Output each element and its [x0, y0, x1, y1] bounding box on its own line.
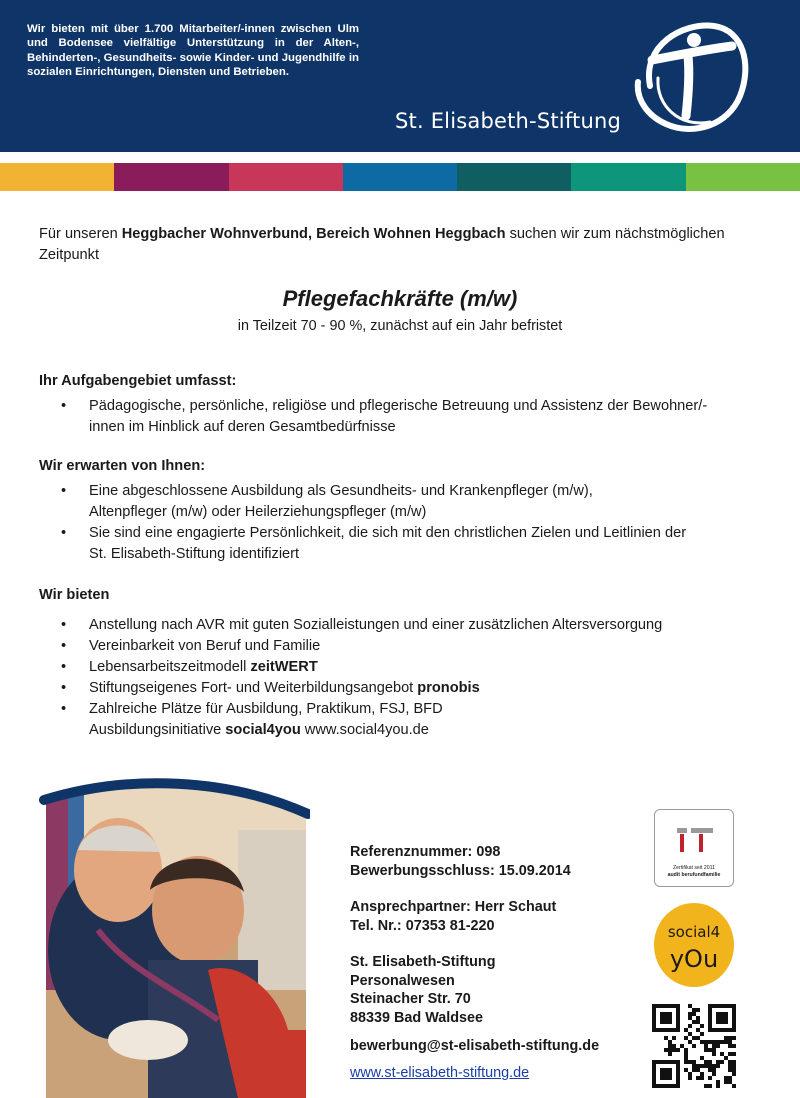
- qr-module: [712, 1068, 716, 1072]
- qr-module: [728, 1076, 732, 1080]
- qr-module: [716, 1084, 720, 1088]
- tasks-list: [61, 396, 761, 438]
- social-badge-top: social4: [667, 923, 721, 941]
- bullet-icon: •: [61, 617, 67, 633]
- intro-paragraph: [39, 224, 779, 266]
- qr-module: [652, 1028, 680, 1032]
- list-item: [61, 636, 761, 657]
- qr-module: [692, 1012, 696, 1016]
- stripe-segment: [229, 163, 343, 191]
- qr-module: [652, 1060, 680, 1064]
- qr-module: [696, 1020, 700, 1024]
- qr-module: [708, 1068, 712, 1072]
- contact-phone: Tel. Nr.: 07353 81-220: [350, 917, 495, 934]
- qr-module: [708, 1048, 712, 1052]
- qr-module: [684, 1052, 688, 1056]
- qr-module: [708, 1040, 712, 1044]
- email-link[interactable]: bewerbung@st-elisabeth-stiftung.de: [350, 1038, 600, 1054]
- qr-module: [724, 1080, 728, 1084]
- qr-module: [684, 1048, 688, 1052]
- job-subtitle: in Teilzeit 70 - 90 %, zunächst auf ein Jahr befristet: [237, 318, 563, 334]
- qr-module: [712, 1044, 716, 1048]
- list-item-line2-suffix: www.social4you.de: [300, 722, 429, 738]
- intro-suffix: suchen wir zum nächstmöglichen Zeitpunkt: [39, 226, 725, 263]
- qr-module: [692, 1064, 696, 1068]
- list-item-line1: Pädagogische, persönliche, religiöse und pflegerische Betreuung und Assistenz der Bewohner/-: [89, 398, 708, 414]
- list-item-bold: social4you: [225, 722, 301, 738]
- qr-module: [732, 1004, 736, 1032]
- qr-module: [728, 1064, 732, 1068]
- stripe-segment: [686, 163, 800, 191]
- list-item: [61, 678, 761, 699]
- qr-module: [732, 1072, 736, 1076]
- qr-module: [652, 1004, 680, 1008]
- qr-module: [692, 1020, 696, 1024]
- qr-module: [688, 1072, 692, 1076]
- qr-module: [708, 1064, 712, 1068]
- list-item-text: Lebensarbeitszeitmodell: [89, 659, 251, 675]
- qr-module: [716, 1012, 728, 1024]
- qr-module: [664, 1036, 668, 1040]
- bullet-icon: •: [61, 398, 67, 414]
- st-elisabeth-logo-icon: [622, 16, 752, 138]
- qr-module: [732, 1044, 736, 1048]
- stripe-segment: [0, 163, 114, 191]
- qr-module: [688, 1004, 692, 1008]
- qr-module: [688, 1024, 692, 1028]
- list-item-line2: innen im Hinblick auf deren Gesamtbedürfnisse: [89, 419, 396, 435]
- qr-module: [700, 1076, 704, 1080]
- reference-number: Referenznummer: 098: [350, 844, 501, 860]
- cert-text: [655, 865, 733, 878]
- qr-module: [728, 1068, 732, 1072]
- header-banner: [0, 0, 800, 152]
- qr-module: [700, 1032, 704, 1036]
- stripe-segment: [343, 163, 457, 191]
- address-city: 88339 Bad Waldsee: [350, 1009, 484, 1026]
- qr-module: [732, 1052, 736, 1056]
- qr-module: [724, 1056, 728, 1060]
- qr-module: [716, 1040, 720, 1044]
- qr-module: [668, 1048, 672, 1052]
- list-item: [61, 481, 761, 523]
- qr-module: [688, 1032, 692, 1036]
- qr-module: [716, 1080, 720, 1084]
- qr-module: [700, 1064, 704, 1068]
- qr-module: [716, 1064, 720, 1068]
- qr-module: [708, 1028, 736, 1032]
- qr-module: [704, 1060, 708, 1064]
- qr-module: [700, 1040, 704, 1044]
- qr-module: [688, 1060, 692, 1064]
- qr-module: [704, 1044, 708, 1048]
- qr-module: [720, 1040, 724, 1044]
- list-item: [61, 615, 761, 636]
- qr-module: [684, 1036, 688, 1040]
- qr-module: [732, 1036, 736, 1040]
- qr-module: [664, 1048, 668, 1052]
- list-item-text: Anstellung nach AVR mit guten Sozialleistungen und einer zusätzlichen Altersversorgung: [89, 617, 663, 633]
- list-item-text: Vereinbarkeit von Beruf und Familie: [89, 638, 321, 654]
- list-item: [61, 699, 761, 741]
- brand-name: St. Elisabeth-Stiftung: [395, 109, 622, 133]
- address-street: Steinacher Str. 70: [350, 991, 471, 1007]
- qr-module: [700, 1056, 704, 1060]
- list-item-line1: Sie sind eine engagierte Persönlichkeit, die sich mit den christlichen Zielen und Leitlinien der: [89, 525, 687, 541]
- qr-module: [676, 1048, 680, 1052]
- qr-module: [708, 1076, 712, 1080]
- bullet-icon: •: [61, 483, 67, 499]
- contact-person: Ansprechpartner: Herr Schaut: [350, 899, 557, 915]
- social-badge-bottom: yOu: [669, 945, 719, 973]
- qr-module: [668, 1052, 672, 1056]
- social4you-logo: [652, 901, 736, 989]
- qr-module: [684, 1028, 688, 1032]
- qr-module: [696, 1068, 700, 1072]
- qr-module: [652, 1084, 680, 1088]
- qr-module: [716, 1060, 720, 1064]
- qr-module: [692, 1044, 696, 1048]
- qr-module: [732, 1068, 736, 1072]
- qr-module: [696, 1016, 700, 1020]
- stripe-segment: [571, 163, 685, 191]
- qr-module: [696, 1036, 700, 1040]
- qr-module: [712, 1064, 716, 1068]
- bullet-icon: •: [61, 701, 67, 717]
- offers-list: [61, 615, 761, 741]
- list-item-bold: zeitWERT: [250, 659, 318, 675]
- qr-module: [676, 1060, 680, 1088]
- color-stripe: [0, 163, 800, 191]
- qr-module: [712, 1040, 716, 1044]
- qr-module: [704, 1084, 708, 1088]
- intro-prefix: Für unseren: [39, 226, 122, 242]
- cert-line2: audit berufundfamilie: [667, 871, 721, 878]
- qr-module: [712, 1072, 716, 1076]
- qr-module: [668, 1044, 672, 1048]
- qr-module: [708, 1004, 712, 1032]
- qr-module: [728, 1040, 732, 1044]
- qr-module: [672, 1044, 676, 1048]
- qr-module: [728, 1044, 732, 1048]
- list-item-line1: Eine abgeschlossene Ausbildung als Gesundheits- und Krankenpfleger (m/w),: [89, 483, 593, 499]
- qr-module: [672, 1048, 676, 1052]
- stripe-segment: [457, 163, 571, 191]
- bullet-icon: •: [61, 638, 67, 654]
- list-item-line2-prefix: Ausbildungsinitiative: [89, 722, 226, 738]
- cert-line1: Zertifikat seit 2011: [673, 865, 715, 871]
- qr-module: [660, 1012, 672, 1024]
- qr-module: [668, 1040, 672, 1044]
- audit-certificate-badge: [654, 809, 734, 887]
- qr-module: [732, 1060, 736, 1064]
- qr-module: [688, 1040, 692, 1044]
- qr-module: [688, 1012, 692, 1016]
- tasks-heading: Ihr Aufgabengebiet umfasst:: [39, 373, 237, 389]
- qr-module: [720, 1060, 724, 1064]
- application-deadline: Bewerbungsschluss: 15.09.2014: [350, 862, 571, 879]
- contact-block: [350, 843, 650, 1056]
- qr-module: [716, 1044, 720, 1048]
- qr-module: [728, 1052, 732, 1056]
- list-item-text: Stiftungseigenes Fort- und Weiterbildungsangebot: [89, 680, 418, 696]
- list-item-bold: pronobis: [417, 680, 480, 696]
- qr-module: [660, 1068, 672, 1080]
- qr-module: [692, 1068, 696, 1072]
- qr-module: [684, 1060, 688, 1064]
- qr-module: [700, 1024, 704, 1028]
- qr-module: [704, 1048, 708, 1052]
- qr-module: [692, 1008, 696, 1012]
- list-item: [61, 396, 761, 438]
- qr-module: [712, 1048, 716, 1052]
- qr-module: [688, 1016, 692, 1020]
- qr-module: [692, 1036, 696, 1040]
- qr-module: [708, 1084, 712, 1088]
- qr-module: [712, 1052, 716, 1056]
- qr-module: [652, 1004, 656, 1032]
- qr-module: [676, 1004, 680, 1032]
- qr-module: [696, 1008, 700, 1012]
- qr-module: [728, 1060, 732, 1064]
- qr-module: [652, 1060, 656, 1088]
- qr-module: [724, 1036, 728, 1040]
- intro-location: Heggbacher Wohnverbund, Bereich Wohnen Heggbach: [121, 226, 506, 242]
- qr-module: [680, 1044, 684, 1048]
- offers-heading: Wir bieten: [39, 587, 110, 603]
- qr-module: [704, 1040, 708, 1044]
- qr-module: [692, 1060, 696, 1064]
- qr-module: [724, 1076, 728, 1080]
- qr-module: [708, 1004, 736, 1008]
- bullet-icon: •: [61, 659, 67, 675]
- qr-module: [724, 1040, 728, 1044]
- qr-module: [704, 1064, 708, 1068]
- qr-module: [672, 1036, 676, 1040]
- list-item-text: Zahlreiche Plätze für Ausbildung, Praktikum, FSJ, BFD: [89, 701, 443, 717]
- qr-module: [708, 1060, 712, 1064]
- qr-module: [732, 1064, 736, 1068]
- website-link[interactable]: www.st-elisabeth-stiftung.de: [350, 1065, 530, 1081]
- qr-module: [696, 1076, 700, 1080]
- requirements-heading: Wir erwarten von Ihnen:: [39, 458, 206, 474]
- qr-module: [720, 1052, 724, 1056]
- qr-module: [728, 1036, 732, 1040]
- bullet-icon: •: [61, 525, 67, 541]
- qr-module: [728, 1080, 732, 1084]
- qr-module: [700, 1072, 704, 1076]
- requirements-list: [61, 481, 761, 565]
- list-item-line2: Altenpfleger (m/w) oder Heilerziehungspfleger (m/w): [89, 504, 427, 520]
- stripe-segment: [114, 163, 228, 191]
- header-intro-text: Wir bieten mit über 1.700 Mitarbeiter/-innen zwischen Ulm und Bodensee vielfältige Unterstützung in der Alten-, Behinderten-, Gesundheits- sowie Kinder- und Jugendhilfe in sozialen Einrichtungen, Diensten und Betrieben.: [27, 23, 359, 79]
- job-title: Pflegefachkräfte (m/w): [282, 286, 518, 311]
- list-item: [61, 523, 761, 565]
- caregiver-photo: [38, 770, 310, 1098]
- qr-module: [684, 1068, 688, 1072]
- qr-code[interactable]: [652, 1004, 736, 1088]
- address-org: St. Elisabeth-Stiftung: [350, 954, 496, 970]
- qr-module: [684, 1056, 688, 1060]
- address-dept: Personalwesen: [350, 972, 455, 989]
- qr-module: [688, 1076, 692, 1080]
- audit-berufundfamilie-icon: [655, 820, 733, 860]
- list-item: [61, 657, 761, 678]
- qr-module: [732, 1084, 736, 1088]
- qr-module: [696, 1028, 700, 1032]
- bullet-icon: •: [61, 680, 67, 696]
- qr-module: [696, 1064, 700, 1068]
- list-item-line2: St. Elisabeth-Stiftung identifiziert: [89, 546, 300, 562]
